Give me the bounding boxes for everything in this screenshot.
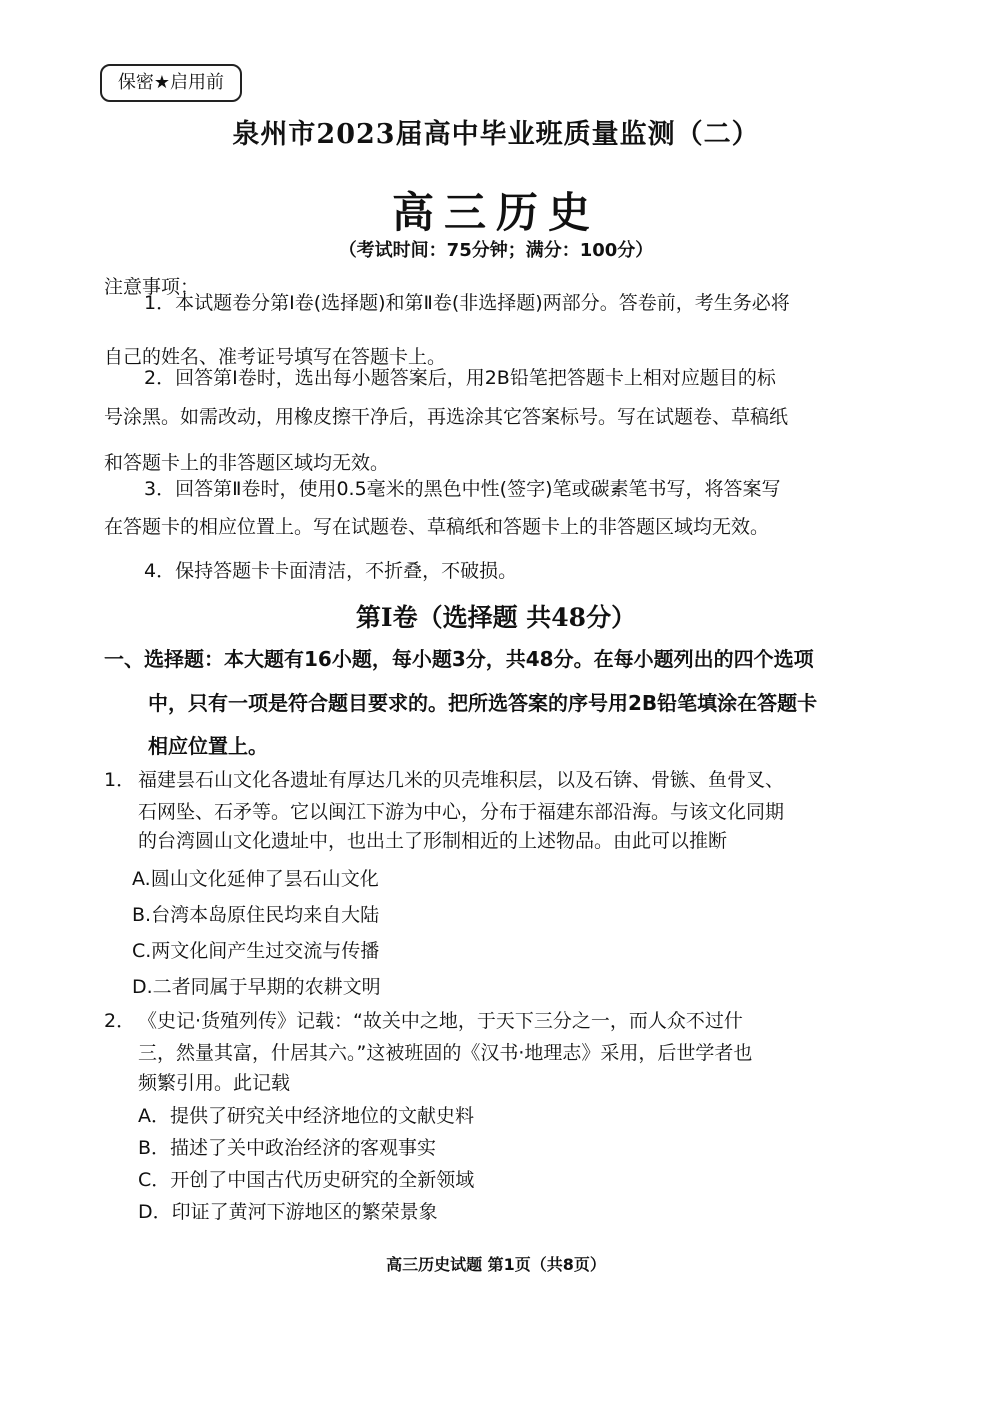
question-number: 2．	[104, 1010, 136, 1032]
question-number: 1．	[104, 769, 136, 791]
section-title: 第Ⅰ卷（选择题 共48分）	[355, 603, 637, 632]
notice-line: 在答题卡的相应位置上。写在试题卷、草稿纸和答题卡上的非答题区域均无效。	[104, 516, 770, 538]
answer-option: D．印证了黄河下游地区的繁荣景象	[138, 1201, 438, 1223]
question-stem-line: 《史记·货殖列传》记载：“故关中之地，于天下三分之一，而人众不过什	[138, 1010, 743, 1032]
notice-line: 号涂黑。如需改动，用橡皮擦干净后，再选涂其它答案标号。写在试题卷、草稿纸	[104, 406, 789, 428]
question-stem-line: 三，然量其富，什居其六。”这被班固的《汉书·地理志》采用，后世学者也	[138, 1042, 753, 1064]
notice-line: 1．本试题卷分第Ⅰ卷(选择题)和第Ⅱ卷(非选择题)两部分。答卷前，考生务必将	[144, 292, 790, 314]
question-stem-line: 石网坠、石矛等。它以闽江下游为中心，分布于福建东部沿海。与该文化同期	[138, 801, 785, 823]
answer-option: C.两文化间产生过交流与传播	[132, 940, 380, 962]
notice-line: 自己的姓名、准考证号填写在答题卡上。	[104, 346, 447, 368]
notice-line: 2．回答第Ⅰ卷时，选出每小题答案后，用2B铅笔把答题卡上相对应题目的标	[144, 367, 776, 389]
notice-line: 和答题卡上的非答题区域均无效。	[104, 452, 390, 474]
answer-option: A．提供了研究关中经济地位的文献史料	[138, 1105, 474, 1127]
page-footer: 高三历史试题 第1页（共8页）	[386, 1255, 606, 1274]
question-stem-line: 的台湾圆山文化遗址中，也出土了形制相近的上述物品。由此可以推断	[138, 830, 728, 852]
subject-title: 高三历史	[391, 188, 600, 237]
notice-heading: 注意事项：	[104, 276, 200, 298]
answer-option: A.圆山文化延伸了昙石山文化	[132, 868, 379, 890]
notice-line: 3．回答第Ⅱ卷时，使用0.5毫米的黑色中性(签字)笔或碳素笔书写，将答案写	[144, 478, 781, 500]
exam-title: 泉州市2023届高中毕业班质量监测（二）	[232, 119, 760, 150]
section-instruction-line: 一、选择题：本大题有16小题，每小题3分，共48分。在每小题列出的四个选项	[104, 647, 814, 671]
section-instruction-line: 中，只有一项是符合题目要求的。把所选答案的序号用2B铅笔填涂在答题卡	[148, 691, 818, 715]
section-instruction-line: 相应位置上。	[148, 734, 268, 758]
confidential-stamp: 保密★启用前	[100, 64, 242, 102]
notice-line: 4．保持答题卡卡面清洁，不折叠，不破损。	[144, 560, 518, 582]
answer-option: B．描述了关中政治经济的客观事实	[138, 1137, 437, 1159]
answer-option: C．开创了中国古代历史研究的全新领域	[138, 1169, 475, 1191]
question-stem-line: 频繁引用。此记载	[138, 1072, 291, 1094]
answer-option: D.二者同属于早期的农耕文明	[132, 976, 381, 998]
exam-info: （考试时间：75分钟；满分：100分）	[338, 240, 654, 261]
answer-option: B.台湾本岛原住民均来自大陆	[132, 904, 380, 926]
question-stem-line: 福建昙石山文化各遗址有厚达几米的贝壳堆积层，以及石锛、骨镞、鱼骨叉、	[138, 769, 785, 791]
